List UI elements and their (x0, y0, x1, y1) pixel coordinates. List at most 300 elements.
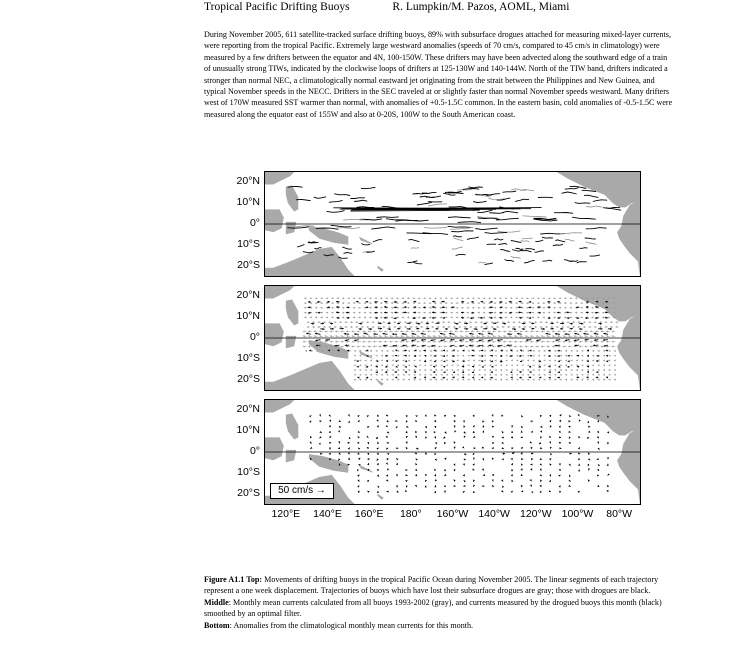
mean-current-vector (595, 312, 598, 314)
anomaly-vector (406, 415, 408, 417)
drifter-trajectory (453, 236, 462, 237)
climatology-vector (464, 321, 467, 323)
climatology-vector (553, 307, 556, 309)
climatology-vector (541, 345, 545, 347)
mean-current-vector (385, 371, 388, 373)
climatology-vector (509, 341, 513, 343)
anomaly-vector (434, 474, 436, 476)
climatology-vector (448, 326, 451, 328)
climatology-vector (465, 345, 469, 347)
climatology-vector (417, 341, 421, 343)
climatology-vector (303, 335, 307, 337)
mean-current-vector (306, 333, 311, 335)
latitude-label: 20°S (237, 486, 260, 499)
anomaly-vector (348, 448, 350, 450)
climatology-vector (543, 302, 546, 304)
climatology-vector (419, 355, 421, 357)
climatology-vector (326, 297, 329, 299)
climatology-vector (475, 321, 478, 323)
mean-current-vector (378, 328, 382, 330)
mean-current-vector (442, 377, 445, 379)
climatology-vector (471, 341, 475, 343)
climatology-vector (529, 321, 532, 323)
climatology-vector (417, 335, 421, 337)
anomaly-vector (434, 485, 436, 487)
climatology-vector (557, 341, 561, 343)
climatology-vector (323, 321, 326, 323)
climatology-vector (337, 297, 340, 299)
climatology-vector (373, 341, 377, 343)
climatology-vector (303, 345, 307, 347)
climatology-vector (334, 326, 337, 328)
climatology-vector (476, 335, 480, 337)
anomaly-vector (597, 437, 599, 439)
climatology-vector (400, 341, 404, 343)
climatology-vector (303, 330, 307, 332)
climatology-vector (461, 307, 464, 309)
mean-current-vector (461, 317, 464, 319)
longitude-label: 120°W (520, 508, 552, 520)
land-australia (265, 247, 355, 276)
drifter-trajectory (297, 245, 304, 248)
climatology-vector (345, 326, 348, 328)
anomaly-vector (549, 420, 551, 422)
climatology-vector (492, 335, 496, 337)
climatology-vector (407, 297, 410, 299)
climatology-vector (396, 297, 399, 299)
anomaly-vector (540, 468, 542, 470)
climatology-vector (456, 307, 459, 309)
anomaly-vector (501, 490, 503, 492)
climatology-vector (506, 350, 508, 352)
mean-current-vector (445, 328, 448, 330)
climatology-vector (350, 321, 353, 323)
climatology-vector (345, 321, 348, 323)
climatology-vector (489, 379, 491, 381)
climatology-vector (516, 374, 518, 376)
mean-current-vector (441, 301, 445, 303)
climatology-vector (478, 316, 481, 318)
mean-current-vector (586, 312, 589, 314)
mean-current-vector (416, 323, 420, 325)
climatology-vector (505, 297, 508, 299)
climatology-vector (584, 335, 588, 337)
mean-current-vector (443, 317, 446, 319)
mean-current-vector (366, 366, 369, 368)
anomaly-vector (329, 431, 331, 433)
anomaly-vector (358, 491, 360, 493)
climatology-vector (418, 307, 421, 309)
climatology-vector (304, 302, 307, 304)
climatology-vector (527, 364, 529, 366)
anomaly-vector (319, 421, 321, 423)
climatology-vector (413, 359, 415, 361)
climatology-vector (571, 379, 573, 381)
mean-current-vector (461, 312, 464, 314)
anomaly-vector (559, 469, 561, 471)
drifter-trajectory (553, 244, 563, 246)
anomaly-vector (597, 469, 599, 471)
climatology-vector (392, 355, 394, 357)
anomaly-vector (473, 453, 475, 455)
anomaly-vector (338, 447, 340, 449)
climatology-vector (506, 369, 508, 371)
anomaly-vector (348, 458, 350, 460)
drifter-trajectory (377, 217, 399, 218)
anomaly-vector (579, 436, 581, 438)
climatology-vector (335, 335, 339, 337)
mean-current-vector (426, 322, 429, 324)
climatology-vector (457, 369, 459, 371)
anomaly-vector (569, 475, 571, 477)
anomaly-vector (502, 459, 504, 461)
mean-current-vector (511, 377, 513, 379)
climatology-vector (429, 312, 432, 314)
mean-current-vector (368, 328, 372, 330)
climatology-vector (498, 341, 502, 343)
climatology-vector (556, 326, 559, 328)
climatology-vector (587, 374, 589, 376)
anomaly-vector (474, 447, 476, 449)
drifter-trajectory (572, 217, 596, 219)
climatology-vector (570, 312, 573, 314)
land-philippines (286, 300, 299, 326)
climatology-vector (530, 335, 534, 337)
climatology-vector (376, 355, 378, 357)
anomaly-vector (358, 437, 360, 439)
climatology-vector (570, 302, 573, 304)
anomaly-vector (473, 436, 475, 438)
climatology-vector (526, 307, 529, 309)
climatology-vector (368, 345, 372, 347)
climatology-vector (468, 364, 470, 366)
climatology-vector (418, 297, 421, 299)
anomaly-vector (376, 448, 378, 450)
climatology-vector (462, 374, 464, 376)
mean-current-vector (570, 328, 573, 330)
climatology-vector (614, 364, 616, 366)
anomaly-vector (378, 486, 380, 488)
climatology-vector (326, 312, 329, 314)
climatology-vector (370, 364, 372, 366)
anomaly-vector (550, 453, 552, 455)
mean-current-vector (529, 371, 531, 373)
climatology-vector (534, 326, 537, 328)
climatology-vector (614, 374, 616, 376)
mean-current-vector (583, 333, 588, 335)
mean-current-vector (558, 355, 561, 357)
climatology-vector (442, 321, 445, 323)
climatology-vector (612, 341, 616, 343)
mean-current-vector (608, 328, 612, 330)
climatology-vector (419, 369, 421, 371)
climatology-vector (419, 359, 421, 361)
anomaly-vector (550, 425, 552, 427)
anomaly-vector (482, 431, 484, 433)
mean-current-vector (519, 301, 522, 303)
climatology-vector (370, 350, 372, 352)
climatology-vector (522, 379, 524, 381)
mean-current-vector (520, 360, 522, 362)
anomaly-vector (347, 442, 349, 444)
anomaly-vector (482, 485, 484, 487)
climatology-vector (495, 359, 497, 361)
climatology-vector (353, 302, 356, 304)
anomaly-vector (492, 442, 494, 444)
climatology-vector (386, 350, 388, 352)
climatology-vector (427, 345, 431, 347)
climatology-vector (614, 379, 616, 381)
drifter-trajectory (428, 204, 447, 206)
anomaly-vector (512, 452, 514, 454)
climatology-vector (483, 297, 486, 299)
climatology-vector (591, 316, 594, 318)
anomaly-vector (387, 431, 389, 433)
mean-current-vector (318, 312, 321, 314)
anomaly-vector (597, 475, 599, 477)
drifter-trajectory (586, 242, 597, 244)
climatology-vector (402, 316, 405, 318)
anomaly-vector (395, 420, 397, 422)
latitude-label: 0° (249, 217, 260, 229)
longitude-label: 160°W (436, 508, 469, 520)
anomaly-vector (387, 491, 389, 493)
mean-current-vector (555, 333, 560, 335)
drifter-trajectory (525, 249, 535, 250)
drifter-trajectory (337, 227, 360, 228)
climatology-vector (424, 364, 426, 366)
climatology-vector (510, 297, 513, 299)
climatology-vector (530, 341, 534, 343)
anomaly-vector (531, 420, 533, 422)
drifter-trajectory (454, 238, 464, 241)
anomaly-vector (377, 458, 379, 460)
mean-current-vector (385, 355, 387, 357)
climatology-vector (384, 335, 388, 337)
trajectory-map-panel (264, 171, 641, 277)
anomaly-vector (608, 474, 610, 476)
climatology-vector (445, 312, 448, 314)
climatology-vector (373, 335, 377, 337)
climatology-vector (429, 297, 432, 299)
anomaly-vector (482, 425, 484, 427)
climatology-vector (354, 350, 356, 352)
climatology-vector (522, 374, 524, 376)
climatology-vector (560, 369, 562, 371)
anomaly-vector (531, 464, 533, 466)
climatology-vector (564, 302, 567, 304)
climatology-vector (533, 364, 535, 366)
mean-current-vector (455, 323, 459, 325)
climatology-vector (572, 321, 575, 323)
climatology-vector (603, 364, 605, 366)
climatology-vector (548, 297, 551, 299)
climatology-vector (571, 359, 573, 361)
climatology-vector (543, 364, 545, 366)
anomaly-vector (521, 415, 523, 417)
mean-current-vector (459, 339, 464, 341)
climatology-vector (565, 369, 567, 371)
climatology-vector (365, 359, 367, 361)
climatology-vector (411, 335, 415, 337)
climatology-vector (373, 330, 377, 332)
anomaly-vector (549, 436, 551, 438)
mean-current-vector (330, 323, 333, 325)
climatology-vector (440, 316, 443, 318)
anomaly-vector (386, 458, 388, 460)
climatology-vector (320, 302, 323, 304)
anomaly-vector (339, 420, 341, 422)
climatology-vector (361, 326, 364, 328)
mean-current-vector (560, 322, 564, 324)
climatology-vector (503, 330, 507, 332)
climatology-vector (525, 345, 529, 347)
climatology-vector (484, 350, 486, 352)
anomaly-vector (492, 485, 494, 487)
climatology-vector (483, 302, 486, 304)
drifter-trajectory (585, 238, 596, 239)
anomaly-vector (377, 415, 379, 417)
mean-current-vector (490, 301, 493, 303)
anomaly-vector (377, 425, 379, 427)
drifter-trajectory (366, 251, 375, 252)
climatology-vector (511, 379, 513, 381)
mean-current-vector (395, 360, 397, 362)
caption-bottom (204, 620, 674, 631)
climatology-vector (381, 369, 383, 371)
anomaly-vector (416, 459, 418, 461)
climatology-vector (462, 355, 464, 357)
climatology-vector (606, 335, 610, 337)
anomaly-vector (434, 447, 436, 449)
mean-current-vector (606, 355, 608, 357)
climatology-vector (354, 359, 356, 361)
mean-current-vector (411, 339, 416, 341)
latitude-label: 10°N (236, 424, 260, 437)
anomaly-vector (366, 436, 368, 438)
climatology-vector (429, 307, 432, 309)
climatology-vector (606, 330, 610, 332)
climatology-vector (610, 326, 613, 328)
anomaly-vector (454, 430, 456, 432)
climatology-vector (543, 374, 545, 376)
climatology-vector (353, 312, 356, 314)
climatology-vector (478, 355, 480, 357)
drifter-trajectory (535, 251, 544, 252)
drifter-trajectory (606, 208, 621, 210)
climatology-vector (575, 312, 578, 314)
climatology-vector (308, 330, 312, 332)
climatology-vector (369, 312, 372, 314)
anomaly-vector (338, 430, 340, 432)
climatology-vector (445, 316, 448, 318)
climatology-vector (435, 374, 437, 376)
climatology-vector (422, 335, 426, 337)
anomaly-vector (358, 431, 360, 433)
caption-top-text: Movements of drifting buoys in the tropical Pacific Ocean during November 2005. The linear segments of each trajectory represent a one week displacement. Trajectories of buoys which have lost their subsurface drogues are gray; those with drogues are black. (204, 575, 659, 596)
climatology-vector (359, 364, 361, 366)
climatology-vector (392, 369, 394, 371)
mean-current-vector (405, 371, 407, 373)
anomaly-vector (377, 469, 379, 471)
anomaly-vector (357, 415, 359, 417)
anomaly-vector (444, 485, 446, 487)
climatology-vector (540, 321, 543, 323)
mean-current-vector (536, 339, 541, 341)
climatology-vector (331, 297, 334, 299)
mean-current-vector (596, 371, 598, 373)
anomaly-vector (463, 431, 465, 433)
climatology-vector (457, 364, 459, 366)
anomaly-vector (444, 442, 446, 444)
climatology-vector (358, 312, 361, 314)
anomaly-vector (444, 458, 446, 460)
climatology-vector (408, 350, 410, 352)
climatology-vector (319, 330, 323, 332)
mean-current-vector (598, 328, 602, 330)
climatology-vector (571, 350, 573, 352)
mean-current-vector (412, 333, 417, 335)
anomaly-vector (406, 447, 408, 449)
anomaly-vector (435, 479, 437, 481)
climatology-vector (386, 379, 388, 381)
anomaly-vector (415, 485, 417, 487)
anomaly-vector (425, 452, 427, 454)
climatology-vector (478, 379, 480, 381)
climatology-vector (472, 307, 475, 309)
climatology-vector (505, 316, 508, 318)
anomaly-vector (550, 447, 552, 449)
climatology-vector (320, 297, 323, 299)
anomaly-vector (453, 464, 455, 466)
climatology-vector (352, 345, 356, 347)
climatology-vector (312, 326, 315, 328)
climatology-vector (492, 330, 496, 332)
climatology-vector (488, 297, 491, 299)
climatology-vector (550, 326, 553, 328)
climatology-vector (355, 326, 358, 328)
mean-current-vector (587, 371, 589, 373)
climatology-vector (533, 355, 535, 357)
land-asia (265, 172, 294, 185)
climatology-vector (341, 341, 345, 343)
anomaly-vector (377, 453, 379, 455)
climatology-vector (514, 345, 518, 347)
anomaly-vector (569, 426, 571, 428)
climatology-vector (516, 355, 518, 357)
climatology-vector (608, 369, 610, 371)
drifter-trajectory (564, 260, 574, 262)
drifter-trajectory (503, 191, 517, 192)
climatology-vector (496, 326, 499, 328)
climatology-vector (429, 316, 432, 318)
climatology-vector (478, 297, 481, 299)
drifter-trajectory (562, 192, 577, 194)
drifter-trajectory (350, 198, 365, 199)
climatology-vector (420, 321, 423, 323)
climatology-vector (567, 321, 570, 323)
climatology-vector (538, 374, 540, 376)
mean-current-vector (565, 333, 570, 335)
anomaly-vector (598, 448, 600, 450)
anomaly-vector (367, 415, 369, 417)
mean-current-vector (577, 376, 580, 378)
climatology-vector (458, 321, 461, 323)
anomaly-vector (530, 447, 532, 449)
climatology-vector (605, 326, 608, 328)
anomaly-vector (549, 415, 551, 417)
mean-current-vector (433, 371, 436, 373)
